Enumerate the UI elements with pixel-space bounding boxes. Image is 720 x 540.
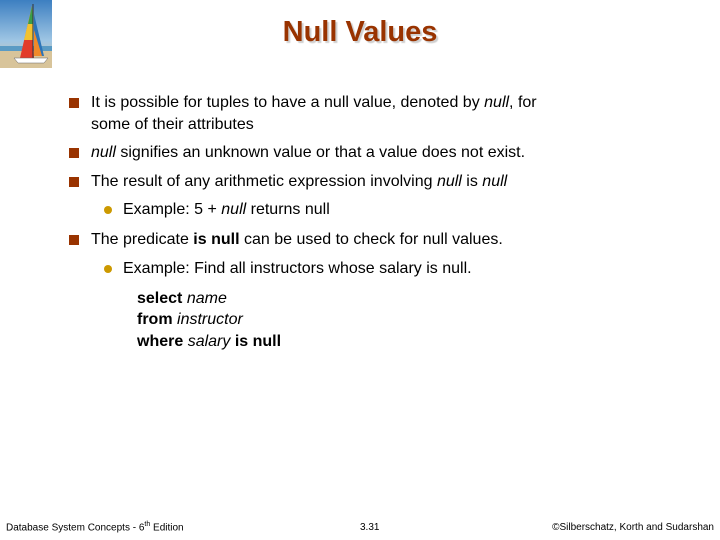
footer-copyright: ©Silberschatz, Korth and Sudarshan [552, 522, 714, 533]
bullet-1-null-em: null [484, 94, 510, 111]
bullet-3-null-em-1: null [436, 173, 462, 190]
sql-where-predicate: is null [234, 333, 282, 350]
bullet-4-sub: Example: Find all instructors whose salary is null. [123, 260, 472, 277]
footer-edition-sup: th [144, 520, 151, 528]
sql-select-line [137, 288, 227, 309]
footer-edition-text: Edition [150, 522, 184, 533]
bullet-square-icon [69, 177, 79, 187]
footer-slide-number: 3.31 [360, 522, 380, 533]
bullet-4-text-b: can be used to check for null values. [239, 231, 503, 248]
bullet-square-icon [69, 235, 79, 245]
bullet-1-line-1 [91, 92, 537, 114]
bullet-1-line-2: some of their attributes [91, 116, 254, 133]
bullet-3-sub-text-a: Example: 5 + [123, 201, 222, 218]
bullet-2-text: signifies an unknown value or that a value does not exist. [115, 144, 526, 161]
sql-from-line [137, 309, 243, 330]
bullet-2-null-em: null [91, 144, 116, 161]
bullet-3-sub [123, 199, 330, 221]
sql-from-relation: instructor [177, 311, 243, 328]
bullet-4 [91, 229, 503, 251]
bullet-square-icon [69, 98, 79, 108]
sql-from-keyword: from [137, 311, 173, 328]
bullet-1-text-b: , for [509, 94, 537, 111]
bullet-3-text-a: The result of any arithmetic expression involving [91, 173, 437, 190]
bullet-dot-icon [104, 265, 112, 273]
bullet-4-text-a: The predicate [91, 231, 194, 248]
bullet-3 [91, 171, 507, 193]
sql-where-line [137, 331, 281, 352]
bullet-square-icon [69, 148, 79, 158]
page-title: Null Values [282, 16, 438, 48]
bullet-4-is-null-bold: is null [193, 231, 240, 248]
bullet-3-sub-text-b: returns null [246, 201, 330, 218]
sql-select-attribute: name [186, 290, 227, 307]
sql-where-keyword: where [137, 333, 184, 350]
bullet-1-text-a: It is possible for tuples to have a null value, denoted by [91, 94, 485, 111]
bullet-2 [91, 142, 525, 164]
sql-select-keyword: select [137, 290, 183, 307]
sql-where-attribute: salary [187, 333, 231, 350]
bullet-3-text-b: is [461, 173, 483, 190]
bullet-3-sub-null-em: null [221, 201, 247, 218]
bullet-3-null-em-2: null [482, 173, 508, 190]
bullet-dot-icon [104, 206, 112, 214]
footer-book-title [6, 521, 184, 533]
footer-title-text: Database System Concepts - 6 [6, 522, 145, 533]
